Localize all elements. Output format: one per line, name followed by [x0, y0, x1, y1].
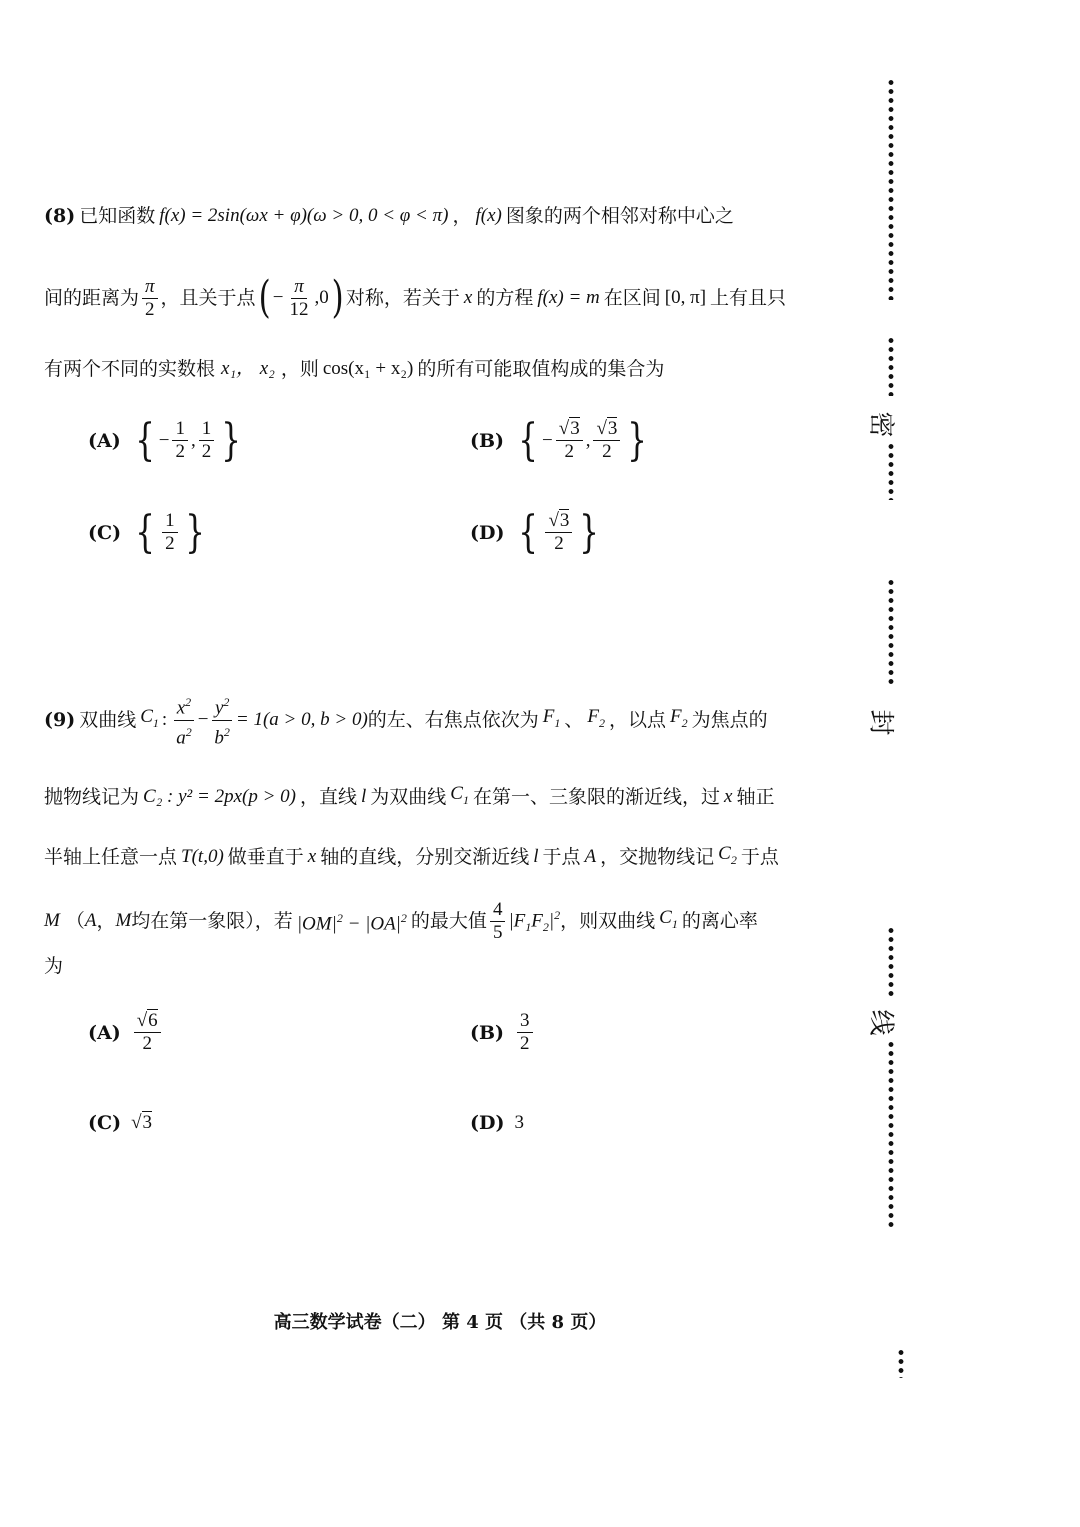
- fraction: $\frac{√6}{2}$: [134, 1010, 161, 1055]
- q8-option-c[interactable]: [88, 506, 209, 558]
- q8-number: (8): [44, 205, 76, 227]
- q9-line-1: (9) 双曲线 $C_1$ : $\frac{x^2}{a^2}$ − $\frac{y^2}{b^2}$ = 1(a > 0, b > 0) 的左、右焦点依次为 $F_1$ 、 $F_2$ ，以点 $F_2$ 为焦点的: [44, 694, 844, 746]
- q9-text: 轴的直线，分别交渐近线: [320, 845, 530, 868]
- q9-norm-expr: $|OM|^2 - |OA|^2$: [296, 910, 407, 935]
- option-label: (A): [88, 1021, 121, 1044]
- q8-text: 图象的两个相邻对称中心之: [505, 205, 734, 227]
- q8-text: 的所有可能取值构成的集合为: [417, 358, 665, 380]
- q9-text: 双曲线: [79, 709, 137, 731]
- fraction: $\frac{1}{2}$: [199, 418, 215, 463]
- q8-text: ，且关于点: [160, 287, 256, 309]
- brace: {: [134, 414, 155, 466]
- q8-cos-expr: cos(x₁ + x₂): [322, 358, 414, 379]
- q9-text: 为: [44, 955, 64, 977]
- q8-text: 有两个不同的实数根: [44, 358, 216, 380]
- q9-text: ，直线: [299, 785, 357, 808]
- fraction: $\frac{√3}{2}$: [556, 418, 583, 463]
- q8-minus: −: [272, 287, 284, 308]
- q8-text: 间的距离为: [44, 287, 140, 309]
- q9-text: 的离心率: [681, 910, 758, 932]
- q9-line-2: 抛物线记为 C₂ : y² = 2px(p > 0) ，直线 l 为双曲线 $C_1$ 在第一、三象限的渐近线，过 x 轴正: [44, 783, 775, 808]
- page-footer: 高三数学试卷（二） 第 4 页 （共 8 页）: [273, 1312, 607, 1333]
- q9-hyperbola-cond: = 1(a > 0, b > 0): [235, 709, 368, 730]
- q8-line-2: [44, 270, 844, 326]
- seal-dotted-line: [898, 1348, 904, 1378]
- q9-text: ，则双曲线: [560, 910, 656, 932]
- brace: }: [221, 414, 242, 466]
- seal-dotted-line: [888, 78, 894, 300]
- q8-paren-open: (: [258, 272, 271, 323]
- q9-text: 在第一、三象限的渐近线，过: [472, 785, 720, 808]
- brace: }: [579, 506, 600, 558]
- q9-text: 为双曲线: [370, 785, 447, 808]
- q8-text: 对称，若关于: [345, 287, 460, 309]
- q9-text: 于点: [740, 845, 779, 868]
- q9-option-c[interactable]: [88, 1112, 152, 1134]
- q9-text: 为焦点的: [691, 709, 768, 731]
- q9-text: 均在第一象限），若: [131, 910, 293, 932]
- fraction: $\frac{1}{2}$: [172, 418, 188, 463]
- q8-text: 上有且只: [710, 287, 787, 309]
- q8-text: 在区间: [603, 287, 661, 309]
- seal-dotted-line: [888, 1040, 894, 1230]
- q9-text: 做垂直于: [227, 845, 304, 868]
- q8-func: f(x) = 2sin(ωx + φ)(ω > 0, 0 < φ < π): [159, 205, 449, 226]
- minus: −: [542, 429, 553, 451]
- seal-char-xian: 线: [865, 1009, 896, 1036]
- option-label: (B): [470, 1021, 505, 1044]
- q8-line-3: [44, 357, 844, 381]
- q9-text: （: [65, 910, 85, 932]
- q8-equation: f(x) = m: [537, 287, 600, 308]
- q9-option-b[interactable]: [470, 1010, 536, 1055]
- q9-line-5: [44, 954, 844, 978]
- option-label: (C): [88, 1112, 122, 1134]
- option-label: (D): [470, 1112, 505, 1134]
- minus: −: [158, 429, 170, 451]
- fraction: $\frac{1}{2}$: [162, 510, 178, 555]
- seal-dotted-line: [888, 336, 894, 396]
- brace: {: [518, 414, 538, 466]
- q8-x: x: [463, 287, 473, 308]
- q9-option-a[interactable]: [88, 1010, 164, 1055]
- q9-text: 半轴上任意一点: [44, 845, 178, 868]
- q8-text: 的方程: [476, 287, 534, 309]
- q8-line-1: [44, 204, 844, 228]
- brace: {: [135, 506, 155, 558]
- brace: {: [518, 506, 539, 558]
- q9-point-t: T(t,0): [181, 845, 224, 867]
- brace: }: [627, 414, 648, 466]
- fraction: $\frac{4}{5}$: [490, 899, 506, 944]
- fraction: $\frac{√3}{2}$: [593, 418, 620, 463]
- q9-text: ，以点: [609, 709, 667, 731]
- q8-point-fraction: $\frac{\pi}{12}$: [289, 275, 309, 320]
- q8-point-y: ,0: [314, 287, 329, 308]
- fraction: $\frac{y^2}{b^2}$: [211, 691, 233, 749]
- q8-fx: f(x): [475, 205, 502, 226]
- q9-text: ，交抛物线记: [600, 845, 715, 868]
- q9-text: 于点: [542, 845, 581, 868]
- seal-dotted-line: [888, 578, 894, 684]
- q8-interval: [0, π]: [664, 287, 707, 308]
- seal-char-mi: 密: [865, 411, 896, 438]
- q9-line-4: M （ A ， M 均在第一象限），若 $|OM|^2 - |OA|^2$ 的最大值 $\frac{4}{5}$ $|F_1F_2|^2$ ，则双曲线 $C_1$ 的离心率: [44, 898, 758, 943]
- q9-parabola: C₂ : y² = 2px(p > 0): [143, 785, 296, 807]
- q8-paren-close: ): [331, 272, 344, 323]
- fraction: $\frac{3}{2}$: [517, 1010, 533, 1055]
- option-value: 3: [514, 1112, 524, 1133]
- q9-option-d[interactable]: [470, 1112, 524, 1134]
- q8-text: ，则: [280, 358, 319, 380]
- q8-fraction-pi-2: $\frac{\pi}{2}$: [142, 276, 158, 321]
- q8-option-b[interactable]: (B) { − $\frac{√3}{2}$ , $\frac{√3}{2}$ }: [470, 414, 648, 466]
- option-label: (A): [88, 429, 121, 452]
- q9-text: 轴正: [736, 785, 775, 808]
- q9-text: 抛物线记为: [44, 785, 140, 808]
- q9-line-3: 半轴上任意一点 T(t,0) 做垂直于 x 轴的直线，分别交渐近线 l 于点 A ，交抛物线记 $C_2$ 于点: [44, 843, 779, 868]
- fraction: $\frac{x^2}{a^2}$: [173, 691, 195, 749]
- fraction: $\frac{√3}{2}$: [545, 510, 572, 555]
- option-value: √3: [131, 1112, 153, 1133]
- seal-dotted-line: [888, 442, 894, 500]
- option-label: (D): [470, 521, 505, 544]
- q9-number: (9): [44, 709, 76, 731]
- q9-text: 的左、右焦点依次为: [367, 709, 539, 731]
- option-label: (B): [470, 429, 505, 452]
- brace: }: [184, 506, 205, 558]
- q8-text: ，: [452, 205, 472, 227]
- q9-text: 的最大值: [410, 910, 487, 932]
- q8-text: 已知函数: [79, 205, 156, 227]
- q8-option-a[interactable]: (A) { − $\frac{1}{2}$ , $\frac{1}{2}$ }: [88, 414, 242, 466]
- seal-char-feng: 封: [865, 709, 896, 736]
- option-label: (C): [88, 521, 122, 544]
- seal-dotted-line: [888, 926, 894, 996]
- q8-option-d[interactable]: [470, 506, 603, 558]
- q9-c1: $C_1$: [140, 706, 159, 730]
- q8-roots: x₁， x₂: [221, 358, 275, 379]
